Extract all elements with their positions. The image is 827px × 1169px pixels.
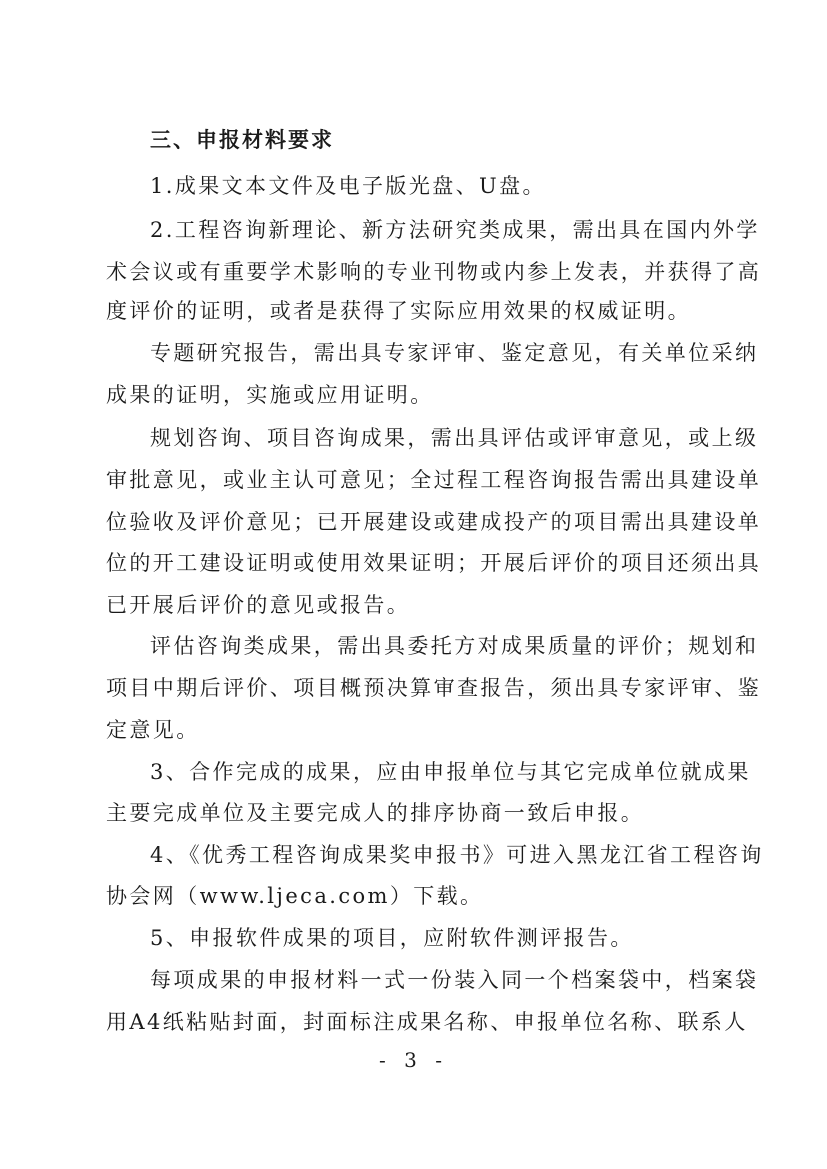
paragraph-line: 定意见。 (106, 718, 200, 742)
paragraph-line: 位的开工建设证明或使用效果证明；开展后评价的项目还须出具 (106, 551, 762, 575)
paragraph-line: 4、《优秀工程咨询成果奖申报书》可进入黑龙江省工程咨询 (150, 843, 764, 867)
paragraph-line: 术会议或有重要学术影响的专业刊物或内参上发表，并获得了高 (106, 260, 762, 284)
paragraph-line: 已开展后评价的意见或报告。 (106, 593, 411, 617)
paragraph-line: 成果的证明，实施或应用证明。 (106, 383, 434, 407)
paragraph-line: 2.工程咨询新理论、新方法研究类成果，需出具在国内外学 (150, 218, 760, 242)
paragraph-line: 规划咨询、项目咨询成果，需出具评估或评审意见，或上级 (150, 426, 759, 450)
paragraph-line: 评估咨询类成果，需出具委托方对成果质量的评价；规划和 (150, 634, 759, 658)
page-number: - 3 - (379, 1048, 448, 1072)
paragraph-line: 用A4纸粘贴封面，封面标注成果名称、申报单位名称、联系人 (106, 1010, 748, 1034)
paragraph-line: 度评价的证明，或者是获得了实际应用效果的权威证明。 (106, 299, 691, 323)
section-heading: 三、申报材料要求 (150, 128, 334, 152)
paragraph-line: 1.成果文本文件及电子版光盘、U盘。 (150, 174, 546, 198)
paragraph-line: 每项成果的申报材料一式一份装入同一个档案袋中，档案袋 (150, 968, 759, 992)
paragraph-line: 主要完成单位及主要完成人的排序协商一致后申报。 (106, 801, 645, 825)
paragraph-line: 位验收及评价意见；已开展建设或建成投产的项目需出具建设单 (106, 510, 762, 534)
paragraph-line: 协会网（www.ljeca.com）下载。 (106, 884, 484, 908)
paragraph-line: 5、申报软件成果的项目，应附软件测评报告。 (150, 926, 634, 950)
paragraph-line: 3、合作完成的成果，应由申报单位与其它完成单位就成果 (150, 760, 751, 784)
paragraph-line: 项目中期后评价、项目概预决算审查报告，须出具专家评审、鉴 (106, 676, 762, 700)
paragraph-line: 专题研究报告，需出具专家评审、鉴定意见，有关单位采纳 (150, 341, 759, 365)
paragraph-line: 审批意见，或业主认可意见；全过程工程咨询报告需出具建设单 (106, 468, 762, 492)
